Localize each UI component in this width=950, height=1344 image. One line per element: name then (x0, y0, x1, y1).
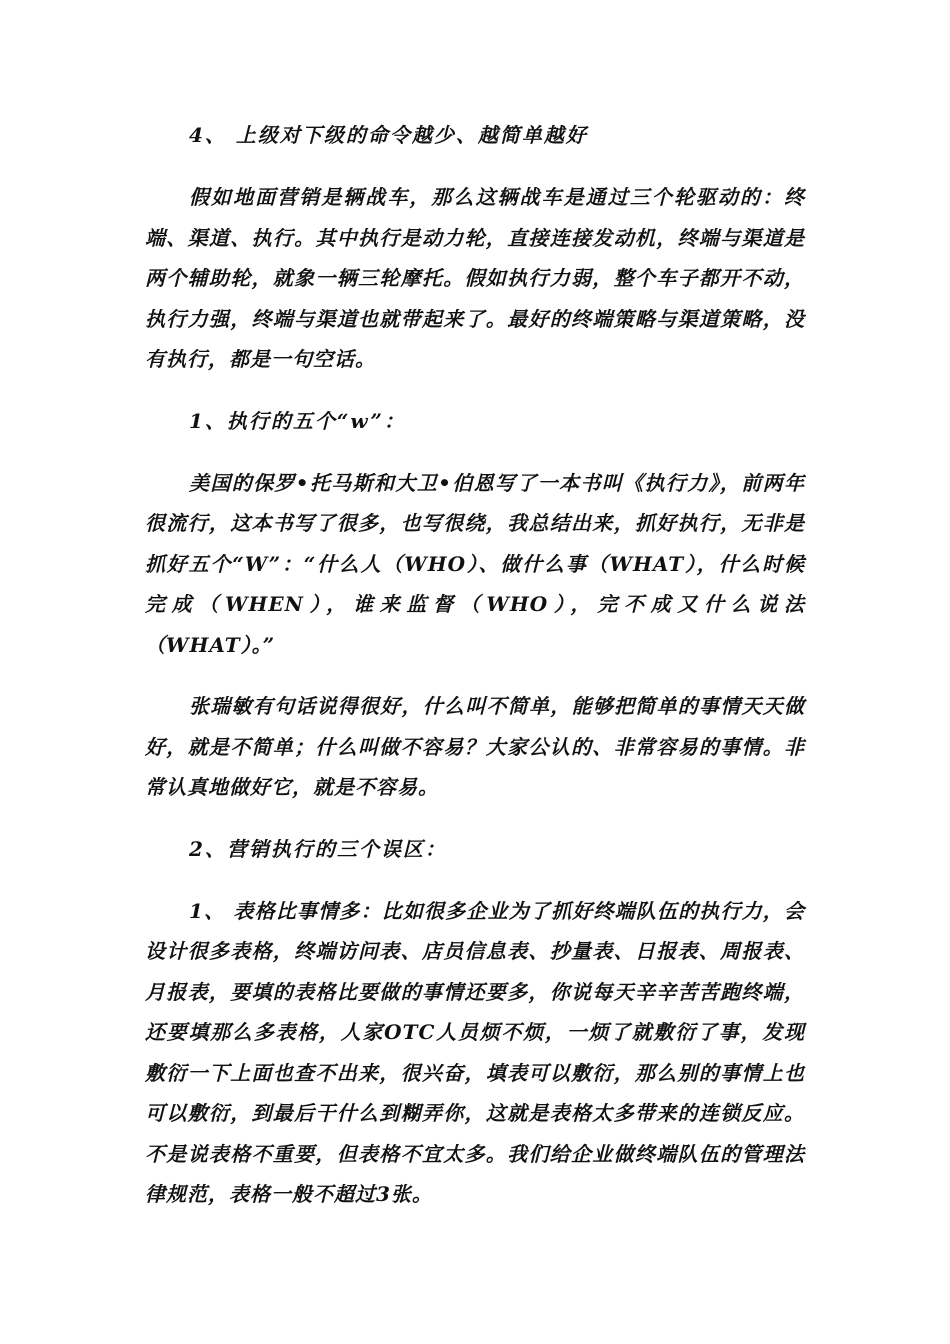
section-heading-three-mistakes: 2、营销执行的三个误区： (189, 836, 447, 861)
document-body (145, 115, 805, 1215)
paragraph-execution-book: 美国的保罗•托马斯和大卫•伯恩写了一本书叫《执行力》，前两年很流行，这本书写了很多，也写很绕，我总结出来，抓好执行，无非是抓好五个“W”：“什么人（WHO）、做什么事（WHAT），什么时候完成（WHEN），谁来监督（WHO），完不成又什么说法（WHAT）。” (145, 470, 805, 657)
section-heading-4: 4、 上级对下级的命令越少、越简单越好 (189, 123, 588, 147)
paragraph-marketing-war-chariot: 假如地面营销是辆战车，那么这辆战车是通过三个轮驱动的：终端、渠道、执行。其中执行是动力轮，直接连接发动机，终端与渠道是两个辅助轮，就象一辆三轮摩托。假如执行力弱，整个车子都开不动，执行力强，终端与渠道也就带起来了。最好的终端策略与渠道策略，没有执行，都是一句空话。 (145, 185, 805, 371)
section-heading-five-w: 1、执行的五个“w”： (189, 408, 406, 433)
paragraph-too-many-forms: 1、 表格比事情多：比如很多企业为了抓好终端队伍的执行力，会设计很多表格，终端访问表、店员信息表、抄量表、日报表、周报表、月报表，要填的表格比要做的事情还要多，你说每天辛辛苦苦跑终端，还要填那么多表格，人家OTC人员烦不烦，一烦了就敷衍了事，发现敷衍一下上面也查不出来，很兴奋，填表可以敷衍，那么别的事情上也可以敷衍，到最后干什么到糊弄你，这就是表格太多带来的连锁反应。不是说表格不重要，但表格不宜太多。我们给企业做终端队伍的管理法律规范，表格一般不超过3张。 (145, 898, 805, 1206)
paragraph-zhang-ruimin-quote: 张瑞敏有句话说得很好，什么叫不简单，能够把简单的事情天天做好，就是不简单；什么叫做不容易？大家公认的、非常容易的事情。非常认真地做好它，就是不容易。 (145, 694, 805, 799)
